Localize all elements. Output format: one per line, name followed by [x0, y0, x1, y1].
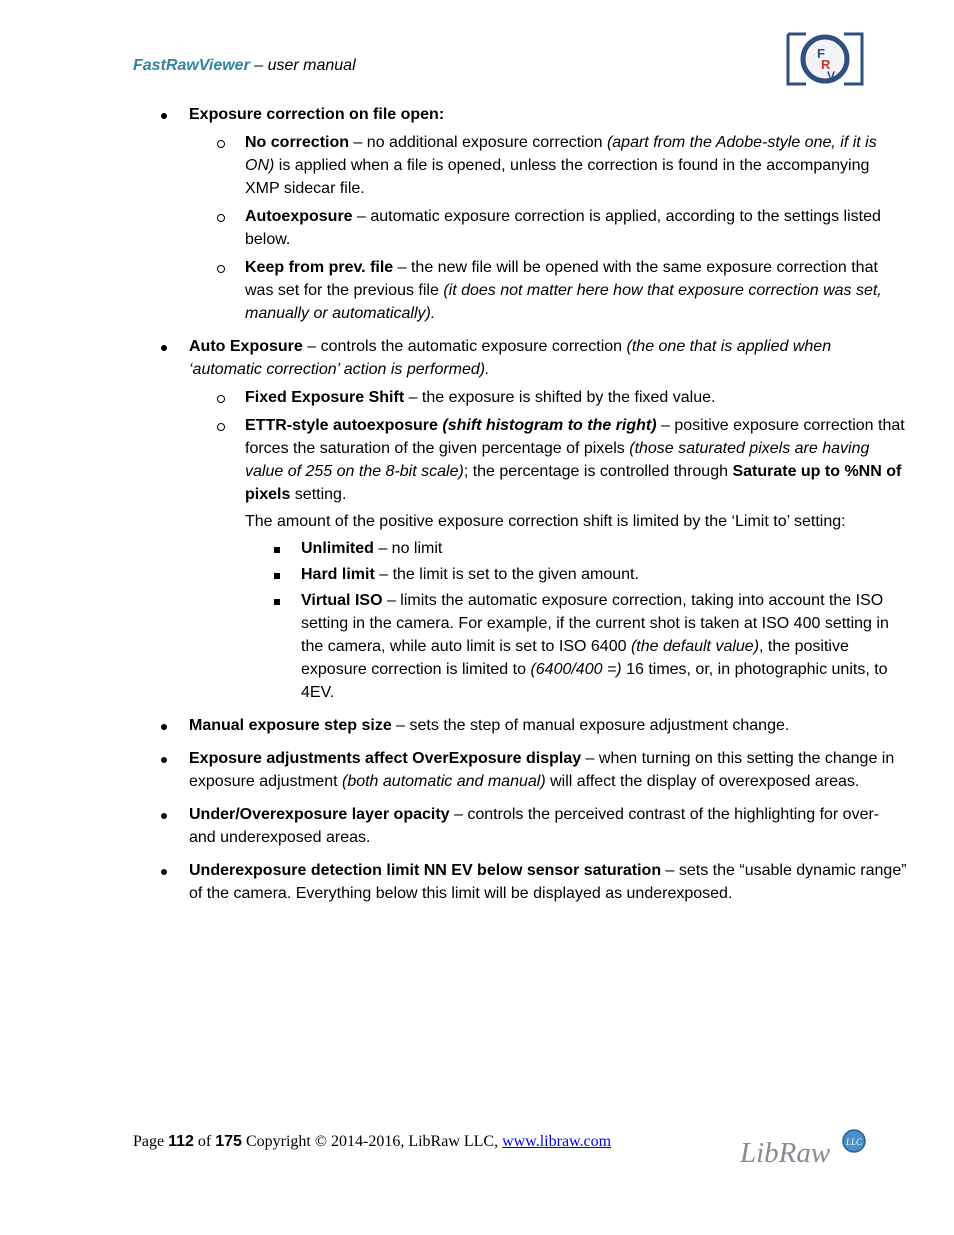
circle-bullet-icon — [217, 386, 225, 410]
list-item — [133, 256, 908, 325]
option-note: (the default value) — [630, 638, 760, 655]
item-text: will affect the display of overexposed areas. — [545, 773, 860, 790]
page-total: 175 — [215, 1133, 242, 1150]
item-text: – controls the automatic exposure correction — [302, 338, 627, 355]
option-name: Keep from prev. file — [245, 259, 394, 276]
logo-letter-f: F — [817, 46, 825, 61]
limit-paragraph: The amount of the positive exposure correction shift is limited by the ‘Limit to’ setting: — [245, 513, 846, 530]
list-item — [133, 414, 908, 506]
option-subtitle: (shift histogram to the right) — [442, 417, 657, 434]
item-text: – controls the perceived contrast of the highlighting for over- and underexposed areas. — [189, 806, 880, 846]
manual-content — [133, 103, 908, 905]
logo-letter-v: V — [827, 69, 836, 83]
option-note: (apart from the Adobe-style one, if it is ON) — [245, 134, 877, 174]
header-subtitle: – user manual — [249, 57, 356, 74]
option-name: Hard limit — [301, 566, 375, 583]
circle-bullet-icon — [217, 205, 225, 229]
page-footer — [133, 1133, 611, 1151]
option-text: is applied when a file is opened, unless the correction is found in the accompanying XMP sidecar file. — [245, 157, 870, 197]
item-title: Manual exposure step size — [189, 717, 392, 734]
list-item — [133, 205, 908, 251]
option-name: No correction — [245, 134, 350, 151]
option-name: Autoexposure — [245, 208, 353, 225]
option-text: ; the percentage is controlled through — [463, 463, 733, 480]
logo-letter-r: R — [821, 57, 831, 72]
website-link[interactable]: www.libraw.com — [502, 1133, 612, 1150]
option-name: Virtual ISO — [301, 592, 383, 609]
bullet-icon — [161, 335, 167, 358]
circle-bullet-icon — [217, 256, 225, 280]
page-of: of — [193, 1133, 216, 1150]
bullet-icon — [161, 803, 167, 826]
circle-bullet-icon — [217, 414, 225, 438]
option-note: (those saturated pixels are having value of 255 on the 8-bit scale) — [245, 440, 870, 480]
option-text: – automatic exposure correction is applied, according to the settings listed below. — [245, 208, 881, 248]
item-text: – when turning on this setting the change in exposure adjustment — [189, 750, 895, 790]
option-text: – positive exposure correction that forces the saturation of the given percentage of pixels — [245, 417, 905, 457]
setting-name: Saturate up to %NN of pixels — [245, 463, 902, 503]
option-name: ETTR-style autoexposure — [245, 417, 443, 434]
option-name: Unlimited — [301, 540, 374, 557]
list-item — [133, 131, 908, 200]
list-item — [133, 859, 908, 905]
list-item — [133, 563, 908, 586]
option-name: Fixed Exposure Shift — [245, 389, 405, 406]
option-note: (6400/400 =) — [530, 661, 622, 678]
list-item — [133, 747, 908, 793]
option-text: – the exposure is shifted by the fixed value. — [404, 389, 716, 406]
item-title: Auto Exposure — [189, 338, 303, 355]
bullet-icon — [161, 747, 167, 770]
option-text: – the limit is set to the given amount. — [374, 566, 639, 583]
copyright-text: Copyright © 2014-2016, LibRaw LLC, — [241, 1133, 503, 1150]
libraw-logo-icon — [738, 1126, 870, 1170]
square-bullet-icon — [274, 537, 280, 560]
circle-bullet-icon — [217, 131, 225, 155]
list-item — [133, 589, 908, 704]
item-note: (the one that is applied when ‘automatic correction’ action is performed). — [189, 338, 832, 378]
frv-logo-icon — [786, 32, 864, 86]
page-label: Page — [133, 1133, 169, 1150]
document-header — [133, 57, 356, 75]
list-item — [133, 386, 908, 409]
page-number: 112 — [168, 1133, 194, 1150]
option-text: setting. — [290, 486, 347, 503]
square-bullet-icon — [274, 563, 280, 586]
item-text: – sets the “usable dynamic range” of the camera. Everything below this limit will be displayed as underexposed. — [189, 862, 907, 902]
option-text: – limits the automatic exposure correction, taking into account the ISO setting in the camera. For example, if the current shot is taken at ISO 400 setting in the camera, while auto limit is set to ISO 6400 — [301, 592, 889, 655]
option-text: – no additional exposure correction — [349, 134, 607, 151]
option-text: – the new file will be opened with the same exposure correction that was set for the previous file — [245, 259, 878, 299]
item-title: Under/Overexposure layer opacity — [189, 806, 450, 823]
item-title: Exposure adjustments affect OverExposure display — [189, 750, 582, 767]
header-brand: FastRawViewer — [133, 57, 250, 74]
item-title: Underexposure detection limit NN EV below sensor saturation — [189, 862, 662, 879]
list-item — [133, 537, 908, 560]
item-text: – sets the step of manual exposure adjustment change. — [391, 717, 790, 734]
list-item — [133, 335, 908, 381]
item-note: (both automatic and manual) — [341, 773, 546, 790]
bullet-icon — [161, 103, 167, 126]
item-title: Exposure correction on file open: — [189, 106, 445, 123]
option-text: – no limit — [373, 540, 443, 557]
bullet-icon — [161, 714, 167, 737]
square-bullet-icon — [274, 589, 280, 612]
option-text: 16 times, or, in photographic units, to 4EV. — [301, 661, 888, 701]
option-note: (it does not matter here how that exposure correction was set, manually or automatically). — [245, 282, 882, 322]
bullet-icon — [161, 859, 167, 882]
libraw-logo-badge: LLC — [846, 1137, 863, 1147]
list-item — [133, 103, 908, 126]
list-item — [133, 714, 908, 737]
libraw-logo-text: LibRaw — [740, 1137, 831, 1169]
list-item — [133, 803, 908, 849]
option-text: , the positive exposure correction is limited to — [301, 638, 849, 678]
